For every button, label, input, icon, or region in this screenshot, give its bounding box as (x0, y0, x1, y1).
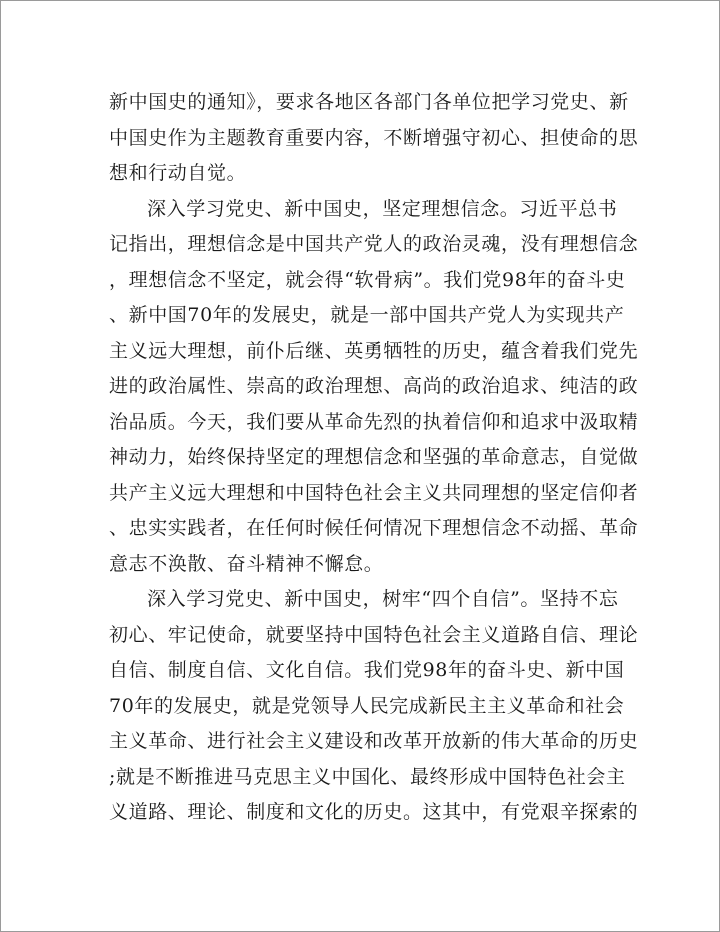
paragraph-first-line: 深入学习党史、新中国史，树牢“四个自信”。坚持不忘 (147, 588, 619, 610)
text-line: 初心、牢记使命，就要坚持中国特色社会主义道路自信、理论 (109, 623, 639, 646)
text-line: 进的政治属性、崇高的政治理想、高尚的政治追求、纯洁的政 (109, 375, 639, 397)
text-line: 自信、制度自信、文化自信。我们党98年的奋斗史、新中国 (109, 659, 625, 681)
text-line: ，理想信念不坚定，就会得“软骨病”。我们党98年的奋斗史 (109, 268, 626, 291)
text-line: 主义革命、进行社会主义建设和改革开放新的伟大革命的历史 (109, 730, 639, 752)
text-line: 治品质。今天，我们要从革命先烈的执着信仰和追求中汲取精 (109, 410, 639, 433)
paragraph-first-line: 深入学习党史、新中国史，坚定理想信念。习近平总书 (147, 197, 618, 220)
text-line: 神动力，始终保持坚定的理想信念和坚强的革命意志，自觉做 (109, 446, 639, 468)
text-line: 义道路、理论、制度和文化的历史。这其中，有党艰辛探索的 (109, 801, 639, 823)
document-body (109, 85, 639, 831)
text-line: 70年的发展史，就是党领导人民完成新民主主义革命和社会 (109, 694, 625, 717)
text-line: 新中国史的通知》，要求各地区各部门各单位把学习党史、新 (109, 91, 629, 113)
text-line: 、忠实实践者，在任何时候任何情况下理想信念不动摇、革命 (109, 517, 639, 539)
text-line: 中国史作为主题教育重要内容，不断增强守初心、担使命的思 (109, 126, 639, 149)
text-line: 想和行动自觉。 (109, 162, 247, 184)
text-line: 共产主义远大理想和中国特色社会主义共同理想的坚定信仰者 (109, 481, 639, 504)
text-line: 记指出，理想信念是中国共产党人的政治灵魂，没有理想信念 (109, 233, 639, 255)
text-line: 意志不涣散、奋斗精神不懈怠。 (109, 552, 384, 575)
text-line: 主义远大理想，前仆后继、英勇牺牲的历史，蕴含着我们党先 (109, 339, 639, 362)
text-line: ;就是不断推进马克思主义中国化、最终形成中国特色社会主 (109, 765, 626, 788)
text-line: 、新中国70年的发展史，就是一部中国共产党人为实现共产 (109, 304, 625, 326)
